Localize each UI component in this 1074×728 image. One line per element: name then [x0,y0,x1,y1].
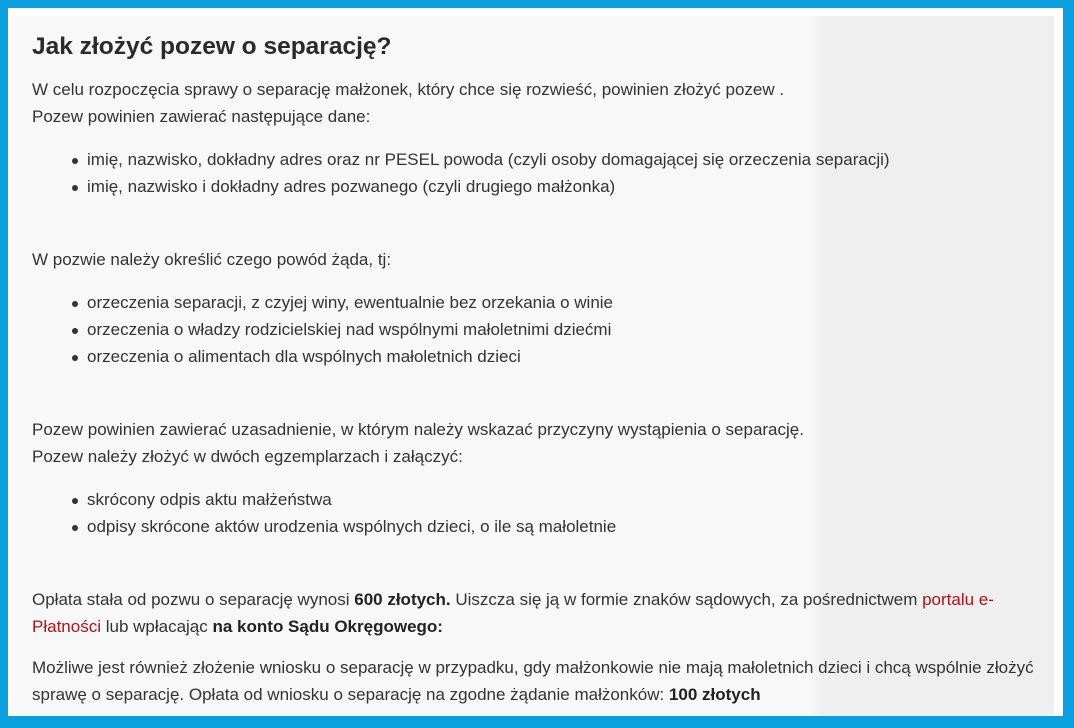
fee-amount: 600 złotych. [354,590,451,609]
article-panel [10,16,1054,716]
joint-motion-paragraph [32,654,1047,708]
fee-text-2: Uiszcza się ją w formie znaków sądowych, za pośrednictwem [450,590,923,609]
list-item: imię, nazwisko, dokładny adres oraz nr PESEL powoda (czyli osoby domagającej się orzeczenia separacji) [72,146,1047,173]
attachments-list [32,486,1047,540]
list-item: orzeczenia o alimentach dla wspólnych małoletnich dzieci [72,343,1047,370]
article-title: Jak złożyć pozew o separację? [32,33,392,60]
spacer [32,370,1047,416]
spacer [32,640,1047,654]
list-item: odpisy skrócone aktów urodzenia wspólnych dzieci, o ile są małoletnie [72,513,1047,540]
e-platnosci-portal-link[interactable]: portalu e-Płatności [32,590,994,636]
list-item: orzeczenia separacji, z czyjej winy, ewentualnie bez orzekania o winie [72,289,1047,316]
spacer [32,540,1047,586]
court-account-label: na konto Sądu Okręgowego: [212,617,443,636]
spacer [32,200,1047,246]
justification-line-1: Pozew powinien zawierać uzasadnienie, w którym należy wskazać przyczyny wystąpienia o separację. [32,420,804,439]
intro-line-1: W celu rozpoczęcia sprawy o separację małżonek, który chce się rozwieść, powinien złożyć pozew . [32,80,785,99]
fee-paragraph [32,586,1047,640]
required-data-list [32,146,1047,200]
demands-intro: W pozwie należy określić czego powód żąda, tj: [32,250,392,269]
page-frame [8,8,1063,716]
fee-text-3: lub wpłacając [100,617,213,636]
intro-line-2: Pozew powinien zawierać następujące dane: [32,107,371,126]
fee-text-1: Opłata stała od pozwu o separację wynosi [32,590,355,609]
joint-motion-fee: 100 złotych [668,685,761,704]
list-item: orzeczenia o władzy rodzicielskiej nad wspólnymi małoletnimi dziećmi [72,316,1047,343]
demands-list [32,289,1047,370]
list-item: imię, nazwisko i dokładny adres pozwanego (czyli drugiego małżonka) [72,173,1047,200]
list-item: skrócony odpis aktu małżeństwa [72,486,1047,513]
joint-motion-text: Możliwe jest również złożenie wniosku o separację w przypadku, gdy małżonkowie nie mają małoletnich dzieci i chcą wspólnie złożyć sprawę o separację. Opłata od wniosku o separację na zgodne żądanie małżonków: [32,658,1034,704]
article-content [32,16,1047,708]
justification-line-2: Pozew należy złożyć w dwóch egzemplarzach i załączyć: [32,447,463,466]
